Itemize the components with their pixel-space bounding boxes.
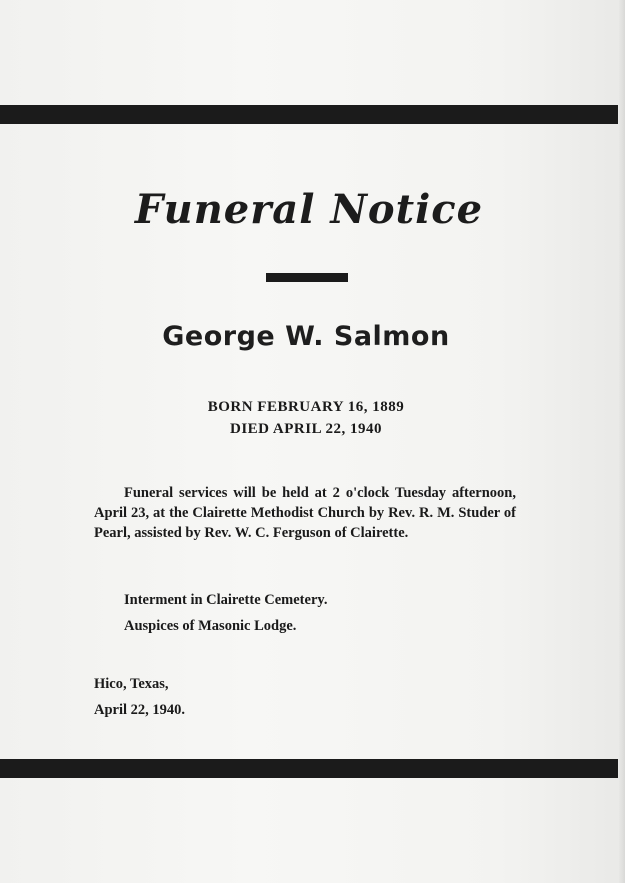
- died-date: DIED APRIL 22, 1940: [229, 421, 383, 437]
- title-divider-bar: [266, 273, 348, 282]
- deceased-name: George W. Salmon: [162, 321, 450, 352]
- services-paragraph: Funeral services will be held at 2 o'clock Tuesday afternoon, April 23, at the Clairette Methodist Church by Rev. R. M. Studer of Pearl, assisted by Rev. W. C. Ferguson of Clairette.: [94, 485, 516, 541]
- page-edge-shadow: [619, 0, 625, 883]
- issue-date-line: April 22, 1940.: [94, 702, 186, 718]
- born-date: BORN FEBRUARY 16, 1889: [207, 399, 405, 415]
- auspices-line: Auspices of Masonic Lodge.: [124, 618, 297, 634]
- notice-title: Funeral Notice: [134, 186, 484, 233]
- interment-line: Interment in Clairette Cemetery.: [124, 592, 328, 608]
- top-black-rule: [0, 105, 618, 124]
- bottom-black-rule: [0, 759, 618, 778]
- place-line: Hico, Texas,: [94, 676, 169, 692]
- life-dates: [0, 396, 612, 440]
